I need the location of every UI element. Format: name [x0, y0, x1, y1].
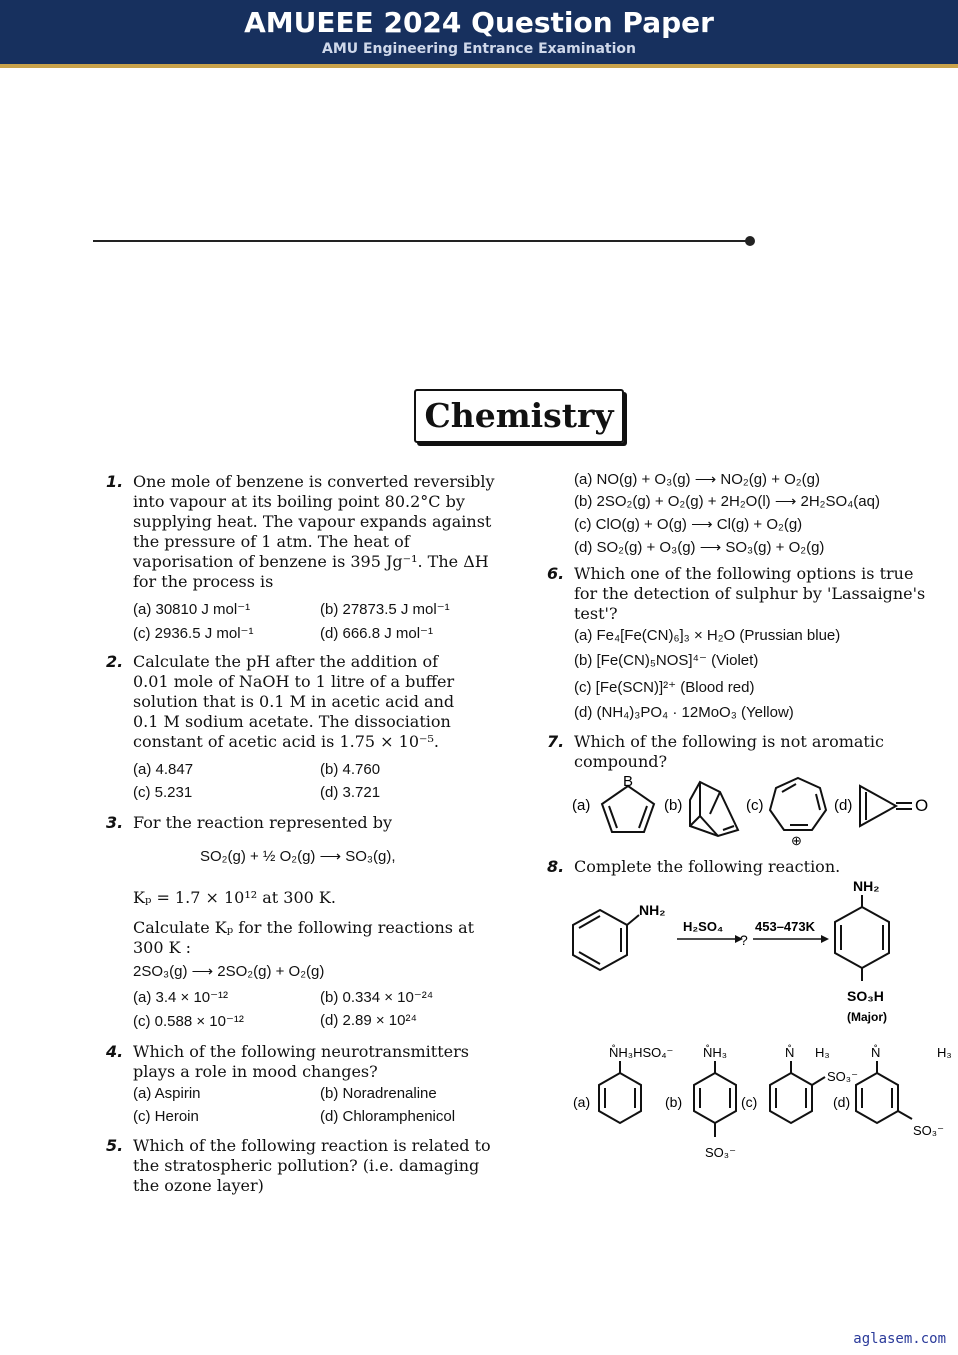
q7-label-a: (a)	[572, 797, 591, 814]
q4-option-c: (c) Heroin	[133, 1108, 199, 1125]
q5-option-b: (b) 2SO₂(g) + O₂(g) + 2H₂O(l) ⟶ 2H₂SO₄(aq)	[574, 493, 880, 510]
question-line: Calculate Kₚ for the following reactions at	[133, 918, 475, 937]
question-line: constant of acetic acid is 1.75 × 10⁻⁵.	[133, 732, 439, 751]
option-b-ring	[694, 1061, 736, 1137]
aniline-ring	[573, 910, 639, 970]
header-title: AMUEEE 2024 Question Paper	[244, 6, 714, 39]
divider-dot	[745, 236, 755, 246]
q6-option-b: (b) [Fe(CN)₅NOS]⁴⁻ (Violet)	[574, 652, 759, 669]
divider-rule	[93, 240, 749, 242]
positive-charge-icon: ⊕	[791, 833, 802, 848]
q8-option-a-label: (a)	[573, 1094, 591, 1110]
question-line: for the process is	[133, 572, 274, 591]
condition-label: 453–473K	[755, 919, 815, 934]
question-line: into vapour at its boiling point 80.2°C by	[133, 492, 465, 511]
q8-option-c-h3: H₃	[815, 1045, 830, 1060]
q8-option-b-group: N̊H₃	[703, 1045, 728, 1060]
question-line: solution that is 0.1 M in acetic acid and	[133, 692, 455, 711]
footer-site: aglasem.com	[853, 1331, 946, 1347]
q1-option-d: (d) 666.8 J mol⁻¹	[320, 625, 433, 642]
q3-option-a: (a) 3.4 × 10⁻¹²	[133, 989, 229, 1006]
q8-option-c-sulfonate: SO₃⁻	[827, 1069, 858, 1084]
question-2	[106, 652, 513, 752]
q3-option-c: (c) 0.588 × 10⁻¹²	[133, 1013, 244, 1030]
question-number: 8.	[547, 857, 565, 876]
q3-option-b: (b) 0.334 × 10⁻²⁴	[320, 989, 434, 1006]
q2-option-b: (b) 4.760	[320, 761, 381, 778]
q8-option-d-nitrogen: N̊	[871, 1045, 881, 1060]
question-5	[106, 1136, 513, 1196]
oxygen-atom: O	[915, 796, 929, 815]
q8-option-c-label: (c)	[741, 1094, 758, 1110]
product-major-note: (Major)	[847, 1010, 887, 1024]
question-line: supplying heat. The vapour expands against	[133, 512, 492, 531]
q7-label-d: (d)	[834, 797, 853, 814]
question-line: Which of the following neurotransmitters	[133, 1042, 469, 1061]
q7-label-b: (b)	[664, 797, 683, 814]
option-d-ring	[856, 1061, 912, 1123]
question-number: 6.	[547, 564, 565, 583]
question-8	[547, 857, 944, 877]
q5-option-d: (d) SO₂(g) + O₃(g) ⟶ SO₃(g) + O₂(g)	[574, 539, 825, 556]
tropylium-structure	[770, 778, 826, 830]
q7-structures	[560, 770, 950, 850]
question-line: the ozone layer)	[133, 1176, 264, 1195]
q6-option-c: (c) [Fe(SCN)]²⁺ (Blood red)	[574, 679, 755, 696]
bicyclo-structure	[690, 782, 738, 836]
question-line: Which of the following is not aromatic	[574, 732, 884, 751]
q2-option-d: (d) 3.721	[320, 784, 381, 801]
question-line: the stratospheric pollution? (i.e. damaging	[133, 1156, 480, 1175]
q1-option-a: (a) 30810 J mol⁻¹	[133, 601, 251, 618]
product-ring	[835, 895, 889, 981]
question-4	[106, 1042, 513, 1082]
reagent-label: H₂SO₄	[683, 919, 724, 934]
q3-reaction: SO₂(g) + ½ O₂(g) ⟶ SO₃(g),	[200, 848, 396, 865]
q8-option-d-sulfonate: SO₃⁻	[913, 1123, 944, 1138]
question-line: 300 K :	[133, 938, 192, 957]
subject-title: Chemistry	[414, 389, 624, 443]
q6-option-a: (a) Fe₄[Fe(CN)₆]₃ × H₂O (Prussian blue)	[574, 627, 841, 644]
question-6	[547, 564, 944, 624]
q2-option-c: (c) 5.231	[133, 784, 193, 801]
question-line: for the detection of sulphur by 'Lassaigne's	[574, 584, 926, 603]
question-number: 1.	[106, 472, 124, 491]
reactant-amino-group: NH₂	[639, 902, 666, 918]
question-line: test'?	[574, 604, 618, 623]
question-line: Calculate the pH after the addition of	[133, 652, 439, 671]
q3-ask	[133, 918, 513, 958]
q8-options	[565, 1035, 953, 1170]
q8-option-c-nitrogen: N̊	[785, 1045, 795, 1060]
q1-option-c: (c) 2936.5 J mol⁻¹	[133, 625, 254, 642]
q8-reaction-scheme	[565, 875, 945, 1030]
page-header	[0, 0, 958, 68]
q8-option-a-group: N̊H₃HSO₄⁻	[609, 1045, 674, 1060]
question-line: Which one of the following options is true	[574, 564, 914, 583]
question-line: 0.01 mole of NaOH to 1 litre of a buffer	[133, 672, 455, 691]
question-line: plays a role in mood changes?	[133, 1062, 378, 1081]
q1-option-b: (b) 27873.5 J mol⁻¹	[320, 601, 450, 618]
question-line: vaporisation of benzene is 395 Jg⁻¹. The ΔH	[133, 552, 489, 571]
cyclopropenone-structure	[860, 786, 912, 826]
question-line: Which of the following reaction is related to	[133, 1136, 491, 1155]
q8-option-d-label: (d)	[833, 1094, 851, 1110]
q7-label-c: (c)	[746, 797, 764, 814]
question-line: compound?	[574, 752, 668, 771]
question-1	[106, 472, 513, 592]
q4-option-b: (b) Noradrenaline	[320, 1085, 437, 1102]
question-line: 0.1 M sodium acetate. The dissociation	[133, 712, 451, 731]
q8-option-b-sulfonate: SO₃⁻	[705, 1145, 736, 1160]
question-number: 5.	[106, 1136, 124, 1155]
q8-option-b-label: (b)	[665, 1094, 683, 1110]
q3-kp: Kₚ = 1.7 × 10¹² at 300 K.	[133, 888, 336, 907]
q3-option-d: (d) 2.89 × 10²⁴	[320, 1012, 417, 1029]
question-number: 4.	[106, 1042, 124, 1061]
intermediate-unknown: ?	[740, 932, 748, 948]
borole-structure	[602, 786, 654, 832]
q6-option-d: (d) (NH₄)₃PO₄ · 12MoO₃ (Yellow)	[574, 704, 794, 721]
question-line: One mole of benzene is converted reversibly	[133, 472, 495, 491]
q5-option-c: (c) ClO(g) + O(g) ⟶ Cl(g) + O₂(g)	[574, 516, 803, 533]
question-line: For the reaction represented by	[133, 813, 393, 832]
option-a-ring	[599, 1061, 641, 1123]
q4-option-d: (d) Chloramphenicol	[320, 1108, 456, 1125]
q4-option-a: (a) Aspirin	[133, 1085, 201, 1102]
boron-atom: B	[623, 773, 634, 790]
question-3	[106, 813, 513, 833]
q5-option-a: (a) NO(g) + O₃(g) ⟶ NO₂(g) + O₂(g)	[574, 471, 820, 488]
question-number: 3.	[106, 813, 124, 832]
q2-option-a: (a) 4.847	[133, 761, 194, 778]
question-line: Complete the following reaction.	[574, 857, 841, 876]
arrow-head-icon	[821, 935, 829, 943]
question-7	[547, 732, 944, 772]
question-number: 2.	[106, 652, 124, 671]
option-c-ring	[770, 1061, 825, 1123]
q3-reaction-2: 2SO₃(g) ⟶ 2SO₂(g) + O₂(g)	[133, 963, 325, 980]
q8-option-d-h3: H₃	[937, 1045, 952, 1060]
product-sulfonic-group: SO₃H	[847, 988, 884, 1004]
product-amino-group: NH₂	[853, 878, 880, 894]
question-line: the pressure of 1 atm. The heat of	[133, 532, 410, 551]
question-number: 7.	[547, 732, 565, 751]
header-subtitle: AMU Engineering Entrance Examination	[321, 41, 636, 57]
